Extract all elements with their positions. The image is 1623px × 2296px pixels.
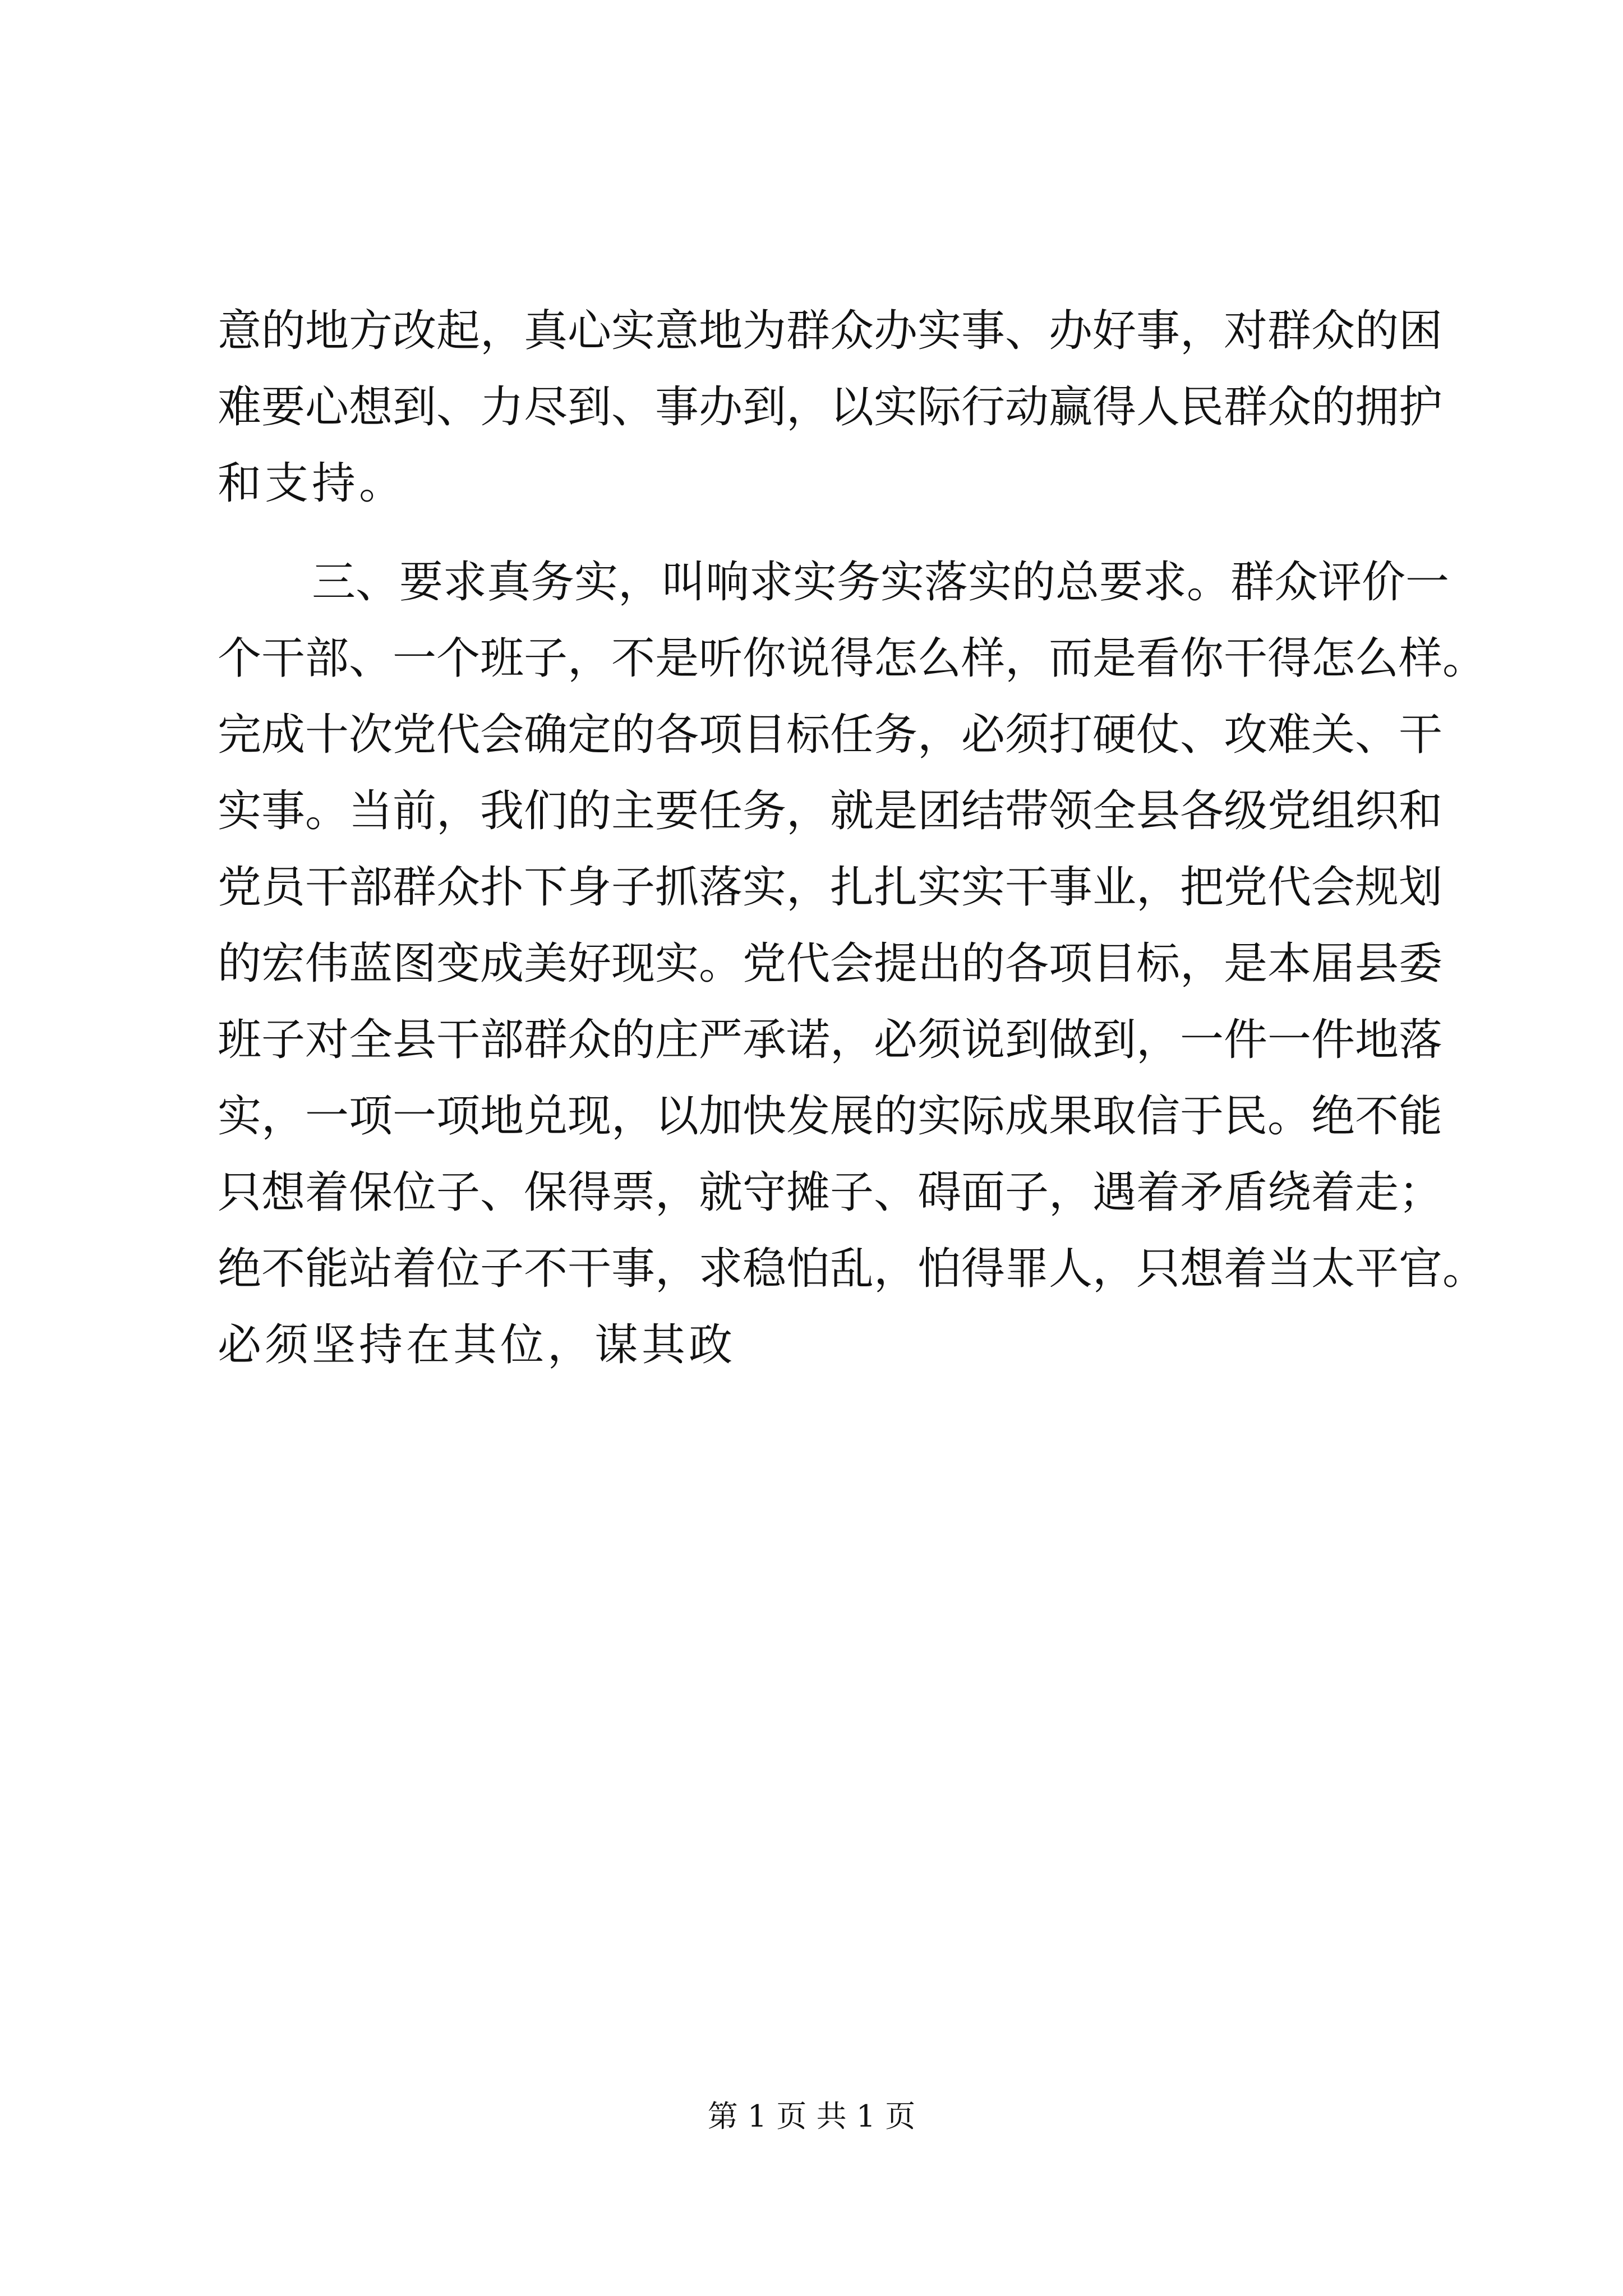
text-line: 意的地方改起，真心实意地为群众办实事、办好事，对群众的困 (218, 306, 1443, 356)
text-line: 个干部、一个班子，不是听你说得怎么样，而是看你干得怎么样。 (218, 633, 1487, 684)
text-line: 必须坚持在其位，谋其政 (218, 1320, 736, 1370)
text-line: 班子对全县干部群众的庄严承诺，必须说到做到，一件一件地落 (218, 1015, 1443, 1065)
text-line: 完成十次党代会确定的各项目标任务，必须打硬仗、攻难关、干 (218, 710, 1443, 760)
text-line: 党员干部群众扑下身子抓落实，扎扎实实干事业，把党代会规划 (218, 862, 1443, 913)
text-line: 三、要求真务实，叫响求实务实落实的总要求。群众评价一 (312, 557, 1450, 608)
text-line: 实事。当前，我们的主要任务，就是团结带领全县各级党组织和 (218, 786, 1443, 836)
paragraph-2 (218, 544, 1487, 1383)
text-line: 和支持。 (218, 458, 407, 509)
paragraph-1 (218, 293, 1443, 522)
text-line: 只想着保位子、保得票，就守摊子、碍面子，遇着矛盾绕着走； (218, 1167, 1443, 1218)
text-line: 难要心想到、力尽到、事办到，以实际行动赢得人民群众的拥护 (218, 382, 1443, 432)
document-body (218, 293, 1487, 1383)
text-line: 实，一项一项地兑现，以加快发展的实际成果取信于民。绝不能 (218, 1091, 1443, 1142)
text-line: 绝不能站着位子不干事，求稳怕乱，怕得罪人，只想着当太平官。 (218, 1244, 1487, 1294)
text-line: 的宏伟蓝图变成美好现实。党代会提出的各项目标，是本届县委 (218, 938, 1443, 989)
page-number-footer: 第 1 页 共 1 页 (707, 2099, 916, 2134)
